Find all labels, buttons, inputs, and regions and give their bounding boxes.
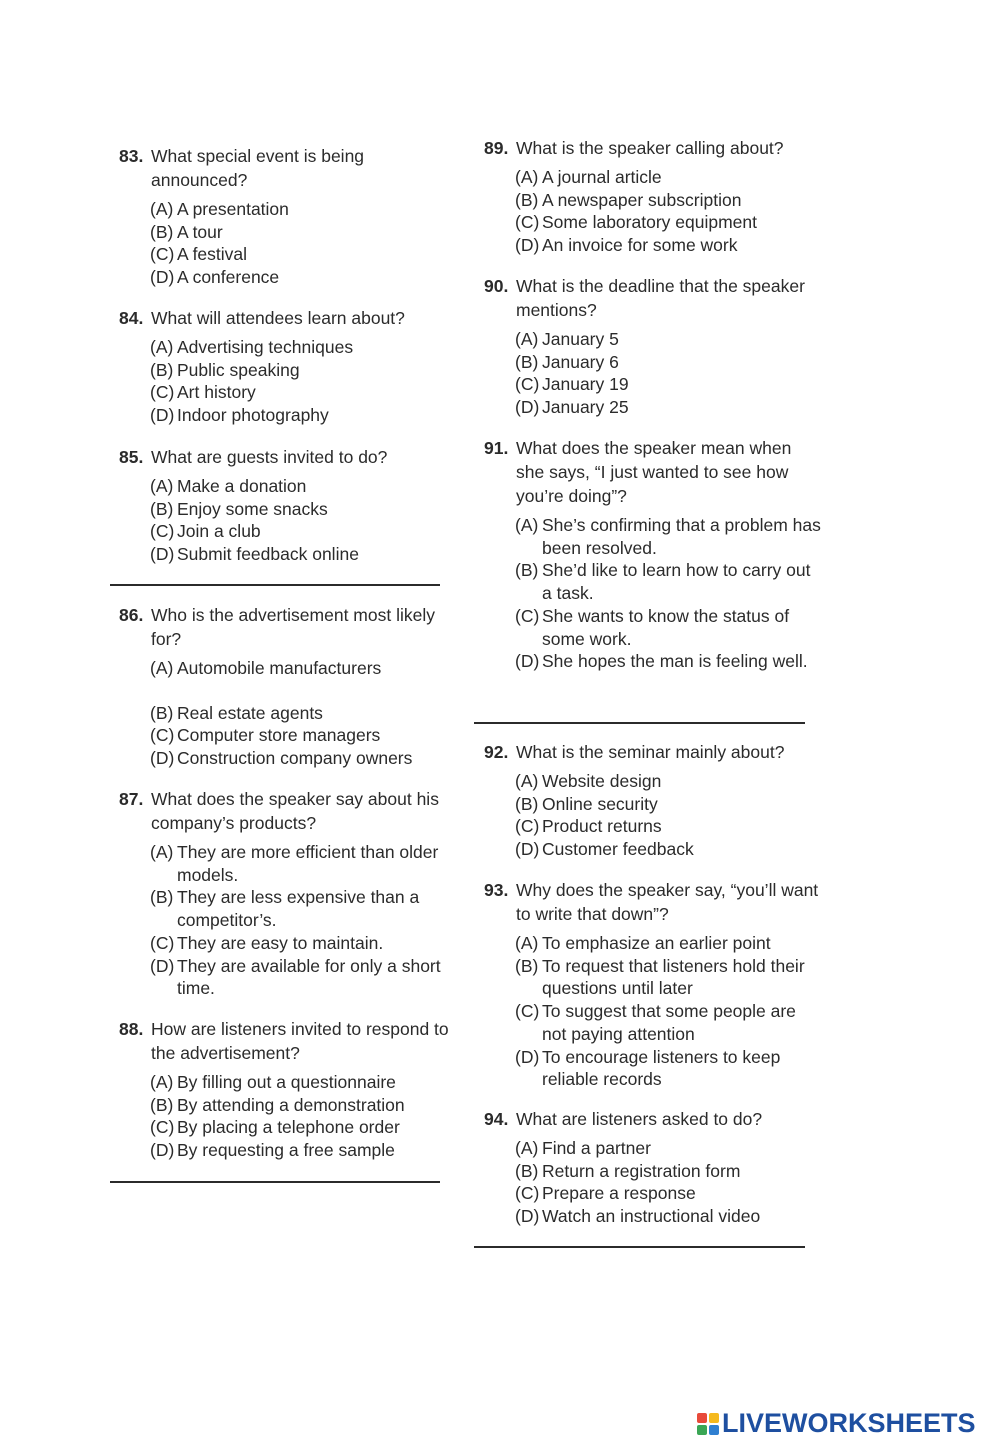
answer-option (119, 543, 449, 566)
option-text: Prepare a response (542, 1183, 696, 1204)
option-list (484, 770, 824, 861)
option-text: A presentation (177, 199, 289, 219)
question-number: 87. (119, 789, 144, 809)
option-letter: (C) (150, 521, 175, 542)
option-letter: (B) (150, 221, 174, 242)
option-letter: (D) (515, 1046, 540, 1067)
answer-option (119, 1071, 451, 1094)
option-letter: (A) (150, 337, 174, 357)
question-text: What does the speaker mean when she says, “I just wanted to see how you’re doing”? (516, 438, 792, 506)
option-text: January 19 (542, 374, 629, 395)
option-letter: (B) (150, 1094, 174, 1115)
option-letter: (B) (515, 560, 539, 581)
option-text: A festival (177, 244, 248, 265)
question-number: 85. (119, 447, 144, 467)
option-letter: (C) (150, 244, 175, 265)
answer-option (484, 650, 824, 673)
option-letter: (A) (150, 476, 174, 496)
answer-option (484, 932, 824, 955)
answer-option (119, 198, 439, 221)
option-letter: (D) (150, 1140, 175, 1161)
option-letter: (D) (150, 405, 175, 426)
answer-option (484, 351, 824, 374)
question-number: 93. (484, 880, 509, 900)
question-number: 84. (119, 308, 144, 328)
option-list (119, 336, 449, 427)
option-letter: (D) (515, 1206, 540, 1227)
answer-option (119, 520, 449, 543)
question-text: What are guests invited to do? (151, 447, 388, 467)
answer-option (484, 1205, 824, 1228)
option-letter: (B) (515, 955, 539, 976)
question-87 (119, 787, 451, 1000)
option-text: Make a donation (177, 476, 307, 496)
option-text: A journal article (542, 167, 662, 187)
question-stem (119, 787, 451, 835)
option-text: A conference (177, 267, 280, 288)
question-83 (119, 144, 439, 289)
question-93 (484, 878, 824, 1091)
option-text: Website design (542, 771, 662, 791)
question-88 (119, 1017, 451, 1162)
option-list (484, 166, 824, 257)
answer-option (484, 955, 824, 1000)
question-stem (119, 1017, 451, 1065)
answer-option (119, 336, 449, 359)
question-stem (119, 144, 439, 192)
option-text: Some laboratory equipment (542, 212, 757, 233)
answer-option (119, 243, 439, 266)
answer-option (119, 1139, 451, 1162)
option-letter: (C) (515, 1183, 540, 1204)
option-text: They are more efficient than older models. (177, 842, 439, 885)
answer-option (119, 1094, 451, 1117)
question-text: Why does the speaker say, “you’ll want to write that down”? (516, 880, 819, 924)
option-text: Watch an instructional video (542, 1206, 761, 1227)
option-text: An invoice for some work (542, 235, 738, 256)
answer-option (484, 396, 824, 419)
option-text: January 5 (542, 329, 619, 349)
option-list (119, 475, 449, 566)
option-letter: (D) (515, 397, 540, 418)
option-text: They are easy to maintain. (177, 932, 384, 953)
option-letter: (B) (515, 189, 539, 210)
option-letter: (A) (515, 1138, 539, 1158)
answer-option (484, 211, 824, 234)
answer-option (484, 1137, 824, 1160)
option-text: By placing a telephone order (177, 1117, 400, 1138)
option-text: To emphasize an earlier point (542, 933, 771, 953)
option-letter: (A) (515, 515, 539, 535)
option-letter: (A) (515, 933, 539, 953)
question-stem (484, 878, 824, 926)
option-letter: (D) (150, 748, 175, 769)
option-text: By attending a demonstration (177, 1094, 405, 1115)
option-letter: (B) (150, 887, 174, 908)
option-letter: (C) (515, 212, 540, 233)
option-text: January 25 (542, 397, 629, 418)
answer-option (119, 886, 451, 931)
option-letter: (B) (515, 351, 539, 372)
option-letter: (A) (150, 1072, 174, 1092)
option-text: Customer feedback (542, 839, 694, 860)
liveworksheets-logo-icon (697, 1413, 719, 1435)
question-85 (119, 445, 449, 566)
option-letter: (B) (150, 498, 174, 519)
answer-option (119, 932, 451, 955)
option-text: To encourage listeners to keep reliable records (542, 1046, 781, 1090)
question-text: What does the speaker say about his company’s products? (151, 789, 439, 833)
option-letter: (B) (515, 793, 539, 814)
answer-option (119, 475, 449, 498)
option-letter: (D) (150, 267, 175, 288)
option-text: A newspaper subscription (542, 189, 742, 210)
answer-option (119, 381, 449, 404)
option-text: A tour (177, 221, 223, 242)
option-text: They are available for only a short time. (177, 955, 441, 999)
option-text: Return a registration form (542, 1160, 741, 1181)
question-text: What will attendees learn about? (151, 308, 405, 328)
option-letter: (C) (150, 1117, 175, 1138)
logo-text: LIVEWORKSHEETS (722, 1408, 976, 1438)
option-letter: (A) (150, 842, 174, 862)
answer-option (484, 1160, 824, 1183)
answer-option (484, 838, 824, 861)
question-84 (119, 306, 449, 427)
option-text: Public speaking (177, 359, 300, 380)
question-stem (119, 445, 449, 469)
option-text: Art history (177, 382, 256, 403)
question-number: 94. (484, 1109, 509, 1129)
question-text: What special event is being announced? (151, 146, 365, 190)
option-text: Advertising techniques (177, 337, 354, 357)
option-text: January 6 (542, 351, 619, 372)
question-92 (484, 740, 824, 861)
option-letter: (B) (150, 359, 174, 380)
option-letter: (D) (515, 839, 540, 860)
option-letter: (C) (150, 932, 175, 953)
option-text: Online security (542, 793, 658, 814)
answer-option (119, 359, 449, 382)
option-text: Computer store managers (177, 725, 381, 746)
option-letter: (A) (515, 329, 539, 349)
option-text: To suggest that some people are not paying attention (542, 1001, 796, 1044)
option-letter: (A) (515, 771, 539, 791)
option-letter: (C) (515, 605, 540, 626)
question-stem (484, 136, 824, 160)
answer-option (119, 498, 449, 521)
question-94 (484, 1107, 824, 1228)
question-stem (484, 1107, 824, 1131)
question-number: 83. (119, 146, 144, 166)
section-divider (110, 1181, 440, 1183)
question-stem (119, 603, 451, 651)
option-text: She hopes the man is feeling well. (542, 651, 808, 672)
option-letter: (C) (515, 816, 540, 837)
answer-option (119, 841, 451, 886)
option-list (484, 328, 824, 419)
answer-option (484, 1000, 824, 1045)
option-letter: (D) (150, 955, 175, 976)
answer-option (484, 328, 824, 351)
question-stem (119, 306, 449, 330)
answer-option (484, 605, 824, 650)
answer-option (119, 266, 439, 289)
option-text: By filling out a questionnaire (177, 1072, 396, 1092)
option-letter: (C) (150, 382, 175, 403)
question-number: 86. (119, 605, 144, 625)
option-text: To request that listeners hold their questions until later (542, 955, 805, 999)
answer-option (119, 657, 451, 680)
option-text: They are less expensive than a competitor’s. (177, 887, 420, 931)
answer-option (119, 955, 451, 1000)
option-list (484, 932, 824, 1091)
option-letter: (C) (515, 1001, 540, 1022)
answer-option (484, 815, 824, 838)
question-text: What is the speaker calling about? (516, 138, 784, 158)
option-text: Enjoy some snacks (177, 498, 328, 519)
answer-option (484, 559, 824, 604)
answer-option (119, 702, 451, 725)
option-letter: (D) (515, 235, 540, 256)
option-letter: (A) (515, 167, 539, 187)
question-text: What are listeners asked to do? (516, 1109, 763, 1129)
option-text: By requesting a free sample (177, 1140, 395, 1161)
option-text: Product returns (542, 816, 662, 837)
section-divider (474, 722, 805, 724)
liveworksheets-logo[interactable] (697, 1408, 976, 1439)
answer-option (484, 1182, 824, 1205)
option-letter: (A) (150, 199, 174, 219)
question-89 (484, 136, 824, 257)
answer-option (484, 514, 824, 559)
answer-option (484, 1046, 824, 1091)
option-list (119, 841, 451, 1000)
question-number: 88. (119, 1019, 144, 1039)
question-86 (119, 603, 451, 770)
option-letter: (C) (150, 725, 175, 746)
question-number: 92. (484, 742, 509, 762)
answer-option (484, 770, 824, 793)
section-divider (110, 584, 440, 586)
question-number: 89. (484, 138, 509, 158)
answer-option (119, 724, 451, 747)
question-number: 91. (484, 438, 509, 458)
option-letter: (C) (515, 374, 540, 395)
answer-option (484, 793, 824, 816)
option-text: Submit feedback online (177, 544, 359, 565)
answer-option (484, 189, 824, 212)
question-stem (484, 274, 824, 322)
question-90 (484, 274, 824, 419)
option-letter: (B) (515, 1160, 539, 1181)
answer-option (484, 166, 824, 189)
answer-option (119, 747, 451, 770)
option-text: Indoor photography (177, 405, 329, 426)
question-stem (484, 436, 824, 508)
option-list (484, 514, 824, 673)
option-text: Construction company owners (177, 748, 413, 769)
option-text: Find a partner (542, 1138, 651, 1158)
option-list (119, 1071, 451, 1162)
option-text: She’d like to learn how to carry out a task. (542, 560, 811, 604)
answer-option (484, 373, 824, 396)
answer-option (484, 234, 824, 257)
option-text: She’s confirming that a problem has been resolved. (542, 515, 821, 558)
option-letter: (D) (150, 544, 175, 565)
option-list (119, 198, 439, 289)
question-text: How are listeners invited to respond to the advertisement? (151, 1019, 449, 1063)
question-text: What is the deadline that the speaker mentions? (516, 276, 805, 320)
question-stem (484, 740, 824, 764)
answer-option (119, 221, 439, 244)
question-91 (484, 436, 824, 673)
option-list (119, 657, 451, 770)
answer-option (119, 404, 449, 427)
section-divider (474, 1246, 805, 1248)
option-list (484, 1137, 824, 1228)
question-number: 90. (484, 276, 509, 296)
option-text: Automobile manufacturers (177, 658, 382, 678)
option-text: Real estate agents (177, 702, 323, 723)
option-letter: (D) (515, 651, 540, 672)
option-text: Join a club (177, 521, 261, 542)
question-text: Who is the advertisement most likely for? (151, 605, 435, 649)
answer-option (119, 1116, 451, 1139)
question-text: What is the seminar mainly about? (516, 742, 785, 762)
option-text: She wants to know the status of some work. (542, 605, 790, 649)
option-letter: (A) (150, 658, 174, 678)
option-letter: (B) (150, 702, 174, 723)
